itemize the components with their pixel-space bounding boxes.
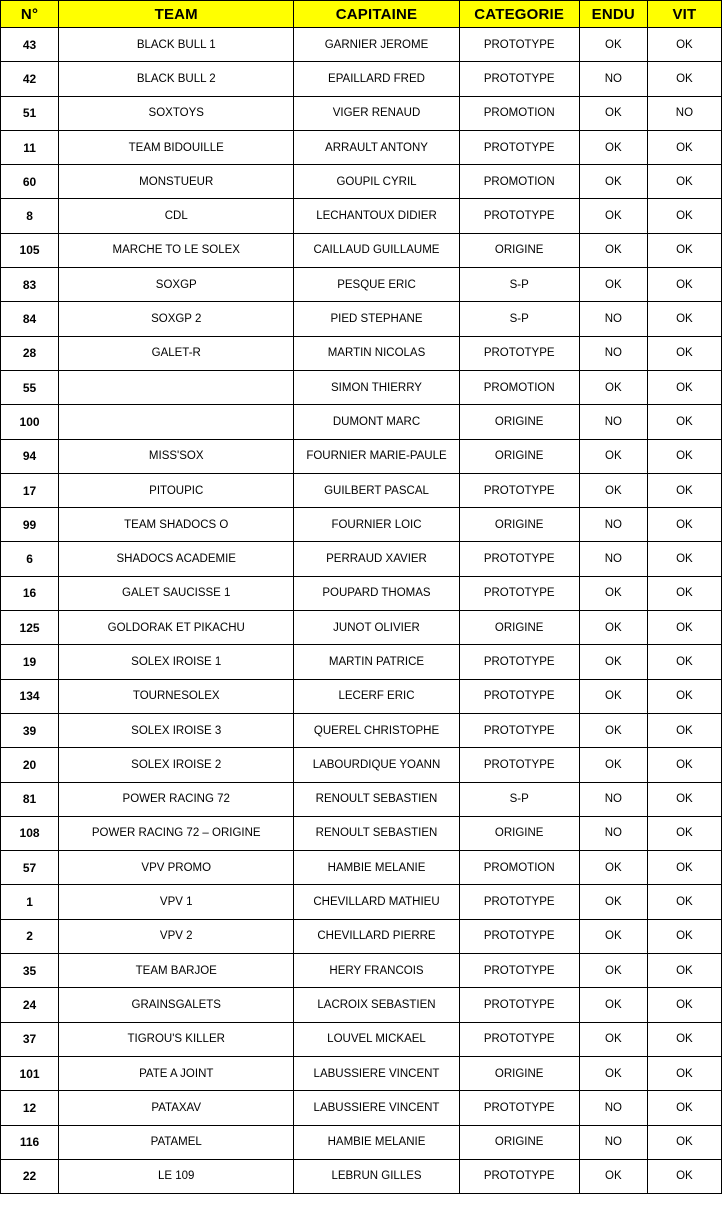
cell-capitaine: SIMON THIERRY bbox=[294, 370, 459, 404]
cell-number: 35 bbox=[1, 954, 59, 988]
cell-team: BLACK BULL 2 bbox=[59, 62, 294, 96]
cell-endu: OK bbox=[579, 96, 647, 130]
cell-number: 81 bbox=[1, 782, 59, 816]
column-header-capitaine: CAPITAINE bbox=[294, 1, 459, 28]
cell-capitaine: LOUVEL MICKAEL bbox=[294, 1022, 459, 1056]
cell-endu: OK bbox=[579, 576, 647, 610]
table-row bbox=[1, 1159, 722, 1193]
table-row bbox=[1, 508, 722, 542]
cell-endu: OK bbox=[579, 1159, 647, 1193]
table-row bbox=[1, 405, 722, 439]
cell-number: 12 bbox=[1, 1091, 59, 1125]
table-row bbox=[1, 1056, 722, 1090]
cell-number: 55 bbox=[1, 370, 59, 404]
cell-number: 39 bbox=[1, 713, 59, 747]
cell-categorie: PROTOTYPE bbox=[459, 713, 579, 747]
cell-number: 99 bbox=[1, 508, 59, 542]
cell-team: MONSTUEUR bbox=[59, 165, 294, 199]
cell-team: GALET-R bbox=[59, 336, 294, 370]
cell-team: CDL bbox=[59, 199, 294, 233]
cell-capitaine: GOUPIL CYRIL bbox=[294, 165, 459, 199]
cell-vit: OK bbox=[647, 1159, 721, 1193]
cell-categorie: PROMOTION bbox=[459, 165, 579, 199]
cell-team: VPV 2 bbox=[59, 919, 294, 953]
cell-endu: OK bbox=[579, 233, 647, 267]
cell-categorie: PROTOTYPE bbox=[459, 1159, 579, 1193]
cell-categorie: PROTOTYPE bbox=[459, 336, 579, 370]
cell-number: 51 bbox=[1, 96, 59, 130]
cell-categorie: PROTOTYPE bbox=[459, 748, 579, 782]
table-row bbox=[1, 1022, 722, 1056]
cell-categorie: PROTOTYPE bbox=[459, 473, 579, 507]
cell-number: 11 bbox=[1, 130, 59, 164]
cell-endu: NO bbox=[579, 302, 647, 336]
cell-endu: OK bbox=[579, 370, 647, 404]
cell-endu: OK bbox=[579, 1056, 647, 1090]
cell-categorie: ORIGINE bbox=[459, 405, 579, 439]
cell-number: 116 bbox=[1, 1125, 59, 1159]
cell-number: 20 bbox=[1, 748, 59, 782]
cell-capitaine: QUEREL CHRISTOPHE bbox=[294, 713, 459, 747]
table-row bbox=[1, 130, 722, 164]
cell-team: PATAMEL bbox=[59, 1125, 294, 1159]
cell-vit: OK bbox=[647, 62, 721, 96]
cell-team: TIGROU'S KILLER bbox=[59, 1022, 294, 1056]
cell-team: SOXGP bbox=[59, 268, 294, 302]
cell-team: SOLEX IROISE 3 bbox=[59, 713, 294, 747]
cell-categorie: PROMOTION bbox=[459, 96, 579, 130]
cell-vit: OK bbox=[647, 508, 721, 542]
cell-vit: OK bbox=[647, 713, 721, 747]
cell-categorie: PROTOTYPE bbox=[459, 542, 579, 576]
cell-number: 22 bbox=[1, 1159, 59, 1193]
cell-number: 60 bbox=[1, 165, 59, 199]
cell-number: 83 bbox=[1, 268, 59, 302]
column-header-endu: ENDU bbox=[579, 1, 647, 28]
cell-number: 24 bbox=[1, 988, 59, 1022]
table-row bbox=[1, 576, 722, 610]
cell-categorie: PROTOTYPE bbox=[459, 28, 579, 62]
table-row bbox=[1, 165, 722, 199]
cell-capitaine: RENOULT SEBASTIEN bbox=[294, 782, 459, 816]
cell-endu: OK bbox=[579, 988, 647, 1022]
cell-capitaine: PESQUE ERIC bbox=[294, 268, 459, 302]
cell-vit: OK bbox=[647, 1091, 721, 1125]
column-header-categorie: CATEGORIE bbox=[459, 1, 579, 28]
cell-endu: OK bbox=[579, 473, 647, 507]
cell-team: PITOUPIC bbox=[59, 473, 294, 507]
cell-team: MARCHE TO LE SOLEX bbox=[59, 233, 294, 267]
table-row bbox=[1, 473, 722, 507]
cell-endu: NO bbox=[579, 405, 647, 439]
table-row bbox=[1, 645, 722, 679]
cell-team: TEAM SHADOCS O bbox=[59, 508, 294, 542]
cell-endu: OK bbox=[579, 954, 647, 988]
cell-number: 17 bbox=[1, 473, 59, 507]
cell-endu: OK bbox=[579, 919, 647, 953]
cell-team: MISS'SOX bbox=[59, 439, 294, 473]
cell-vit: OK bbox=[647, 405, 721, 439]
cell-vit: OK bbox=[647, 679, 721, 713]
cell-endu: OK bbox=[579, 268, 647, 302]
cell-capitaine: ARRAULT ANTONY bbox=[294, 130, 459, 164]
cell-categorie: S-P bbox=[459, 782, 579, 816]
cell-categorie: PROTOTYPE bbox=[459, 988, 579, 1022]
cell-endu: NO bbox=[579, 508, 647, 542]
cell-vit: OK bbox=[647, 268, 721, 302]
table-row bbox=[1, 1125, 722, 1159]
cell-number: 42 bbox=[1, 62, 59, 96]
cell-categorie: ORIGINE bbox=[459, 1056, 579, 1090]
cell-capitaine: LECERF ERIC bbox=[294, 679, 459, 713]
cell-number: 134 bbox=[1, 679, 59, 713]
cell-team: LE 109 bbox=[59, 1159, 294, 1193]
cell-vit: OK bbox=[647, 130, 721, 164]
table-row bbox=[1, 233, 722, 267]
table-row bbox=[1, 542, 722, 576]
cell-team: SOXGP 2 bbox=[59, 302, 294, 336]
cell-vit: OK bbox=[647, 1056, 721, 1090]
cell-vit: OK bbox=[647, 165, 721, 199]
column-header-number: N° bbox=[1, 1, 59, 28]
cell-capitaine: RENOULT SEBASTIEN bbox=[294, 816, 459, 850]
cell-endu: OK bbox=[579, 713, 647, 747]
cell-endu: NO bbox=[579, 542, 647, 576]
cell-capitaine: PERRAUD XAVIER bbox=[294, 542, 459, 576]
cell-team: BLACK BULL 1 bbox=[59, 28, 294, 62]
cell-vit: OK bbox=[647, 233, 721, 267]
cell-capitaine: LABOURDIQUE YOANN bbox=[294, 748, 459, 782]
cell-categorie: S-P bbox=[459, 268, 579, 302]
cell-number: 108 bbox=[1, 816, 59, 850]
table-row bbox=[1, 988, 722, 1022]
cell-capitaine: GARNIER JEROME bbox=[294, 28, 459, 62]
cell-capitaine: HAMBIE MELANIE bbox=[294, 851, 459, 885]
cell-vit: OK bbox=[647, 542, 721, 576]
cell-number: 16 bbox=[1, 576, 59, 610]
table-header-row bbox=[1, 1, 722, 28]
cell-categorie: PROTOTYPE bbox=[459, 1022, 579, 1056]
table-row bbox=[1, 28, 722, 62]
cell-number: 94 bbox=[1, 439, 59, 473]
cell-endu: OK bbox=[579, 130, 647, 164]
cell-capitaine: CAILLAUD GUILLAUME bbox=[294, 233, 459, 267]
cell-categorie: PROTOTYPE bbox=[459, 679, 579, 713]
cell-team: GRAINSGALETS bbox=[59, 988, 294, 1022]
cell-categorie: PROTOTYPE bbox=[459, 130, 579, 164]
cell-vit: OK bbox=[647, 816, 721, 850]
table-row bbox=[1, 816, 722, 850]
cell-endu: OK bbox=[579, 199, 647, 233]
table-row bbox=[1, 611, 722, 645]
cell-endu: OK bbox=[579, 28, 647, 62]
cell-number: 105 bbox=[1, 233, 59, 267]
cell-categorie: PROTOTYPE bbox=[459, 885, 579, 919]
table-row bbox=[1, 268, 722, 302]
cell-capitaine: VIGER RENAUD bbox=[294, 96, 459, 130]
cell-team bbox=[59, 405, 294, 439]
table-row bbox=[1, 885, 722, 919]
cell-capitaine: GUILBERT PASCAL bbox=[294, 473, 459, 507]
table-row bbox=[1, 336, 722, 370]
cell-capitaine: LABUSSIERE VINCENT bbox=[294, 1056, 459, 1090]
cell-capitaine: JUNOT OLIVIER bbox=[294, 611, 459, 645]
cell-categorie: PROMOTION bbox=[459, 851, 579, 885]
cell-capitaine: MARTIN PATRICE bbox=[294, 645, 459, 679]
cell-categorie: PROTOTYPE bbox=[459, 62, 579, 96]
table-row bbox=[1, 199, 722, 233]
cell-number: 84 bbox=[1, 302, 59, 336]
cell-vit: OK bbox=[647, 370, 721, 404]
cell-categorie: PROTOTYPE bbox=[459, 919, 579, 953]
cell-categorie: S-P bbox=[459, 302, 579, 336]
cell-endu: NO bbox=[579, 782, 647, 816]
cell-endu: OK bbox=[579, 165, 647, 199]
table-row bbox=[1, 782, 722, 816]
cell-team: PATE A JOINT bbox=[59, 1056, 294, 1090]
cell-team bbox=[59, 370, 294, 404]
cell-capitaine: CHEVILLARD MATHIEU bbox=[294, 885, 459, 919]
cell-team: TEAM BIDOUILLE bbox=[59, 130, 294, 164]
cell-team: PATAXAV bbox=[59, 1091, 294, 1125]
cell-capitaine: CHEVILLARD PIERRE bbox=[294, 919, 459, 953]
cell-categorie: PROTOTYPE bbox=[459, 1091, 579, 1125]
column-header-team: TEAM bbox=[59, 1, 294, 28]
table-row bbox=[1, 439, 722, 473]
cell-vit: OK bbox=[647, 28, 721, 62]
cell-number: 8 bbox=[1, 199, 59, 233]
cell-team: VPV PROMO bbox=[59, 851, 294, 885]
cell-vit: OK bbox=[647, 988, 721, 1022]
cell-capitaine: LABUSSIERE VINCENT bbox=[294, 1091, 459, 1125]
cell-vit: OK bbox=[647, 645, 721, 679]
cell-team: VPV 1 bbox=[59, 885, 294, 919]
cell-vit: OK bbox=[647, 782, 721, 816]
table-row bbox=[1, 919, 722, 953]
cell-endu: NO bbox=[579, 816, 647, 850]
cell-number: 1 bbox=[1, 885, 59, 919]
cell-endu: NO bbox=[579, 1091, 647, 1125]
cell-categorie: ORIGINE bbox=[459, 611, 579, 645]
cell-capitaine: DUMONT MARC bbox=[294, 405, 459, 439]
cell-vit: OK bbox=[647, 1125, 721, 1159]
cell-capitaine: PIED STEPHANE bbox=[294, 302, 459, 336]
cell-capitaine: FOURNIER MARIE-PAULE bbox=[294, 439, 459, 473]
table-row bbox=[1, 679, 722, 713]
cell-vit: NO bbox=[647, 96, 721, 130]
cell-vit: OK bbox=[647, 748, 721, 782]
cell-number: 6 bbox=[1, 542, 59, 576]
cell-vit: OK bbox=[647, 954, 721, 988]
table-row bbox=[1, 954, 722, 988]
cell-endu: OK bbox=[579, 885, 647, 919]
cell-team: POWER RACING 72 – ORIGINE bbox=[59, 816, 294, 850]
cell-vit: OK bbox=[647, 919, 721, 953]
cell-team: TEAM BARJOE bbox=[59, 954, 294, 988]
cell-endu: OK bbox=[579, 439, 647, 473]
table-row bbox=[1, 851, 722, 885]
cell-team: GALET SAUCISSE 1 bbox=[59, 576, 294, 610]
cell-number: 100 bbox=[1, 405, 59, 439]
cell-capitaine: LECHANTOUX DIDIER bbox=[294, 199, 459, 233]
cell-vit: OK bbox=[647, 576, 721, 610]
cell-vit: OK bbox=[647, 439, 721, 473]
cell-endu: NO bbox=[579, 1125, 647, 1159]
table-row bbox=[1, 1091, 722, 1125]
cell-team: SOXTOYS bbox=[59, 96, 294, 130]
cell-endu: NO bbox=[579, 62, 647, 96]
cell-categorie: PROTOTYPE bbox=[459, 576, 579, 610]
cell-vit: OK bbox=[647, 851, 721, 885]
cell-categorie: PROTOTYPE bbox=[459, 954, 579, 988]
cell-capitaine: MARTIN NICOLAS bbox=[294, 336, 459, 370]
cell-categorie: PROTOTYPE bbox=[459, 199, 579, 233]
table-row bbox=[1, 62, 722, 96]
cell-endu: OK bbox=[579, 851, 647, 885]
cell-number: 43 bbox=[1, 28, 59, 62]
cell-number: 19 bbox=[1, 645, 59, 679]
cell-team: POWER RACING 72 bbox=[59, 782, 294, 816]
cell-team: SOLEX IROISE 2 bbox=[59, 748, 294, 782]
table-row bbox=[1, 370, 722, 404]
cell-capitaine: HAMBIE MELANIE bbox=[294, 1125, 459, 1159]
table-row bbox=[1, 713, 722, 747]
cell-vit: OK bbox=[647, 302, 721, 336]
cell-capitaine: POUPARD THOMAS bbox=[294, 576, 459, 610]
cell-categorie: ORIGINE bbox=[459, 439, 579, 473]
cell-vit: OK bbox=[647, 1022, 721, 1056]
cell-endu: OK bbox=[579, 1022, 647, 1056]
cell-capitaine: EPAILLARD FRED bbox=[294, 62, 459, 96]
cell-number: 125 bbox=[1, 611, 59, 645]
column-header-vit: VIT bbox=[647, 1, 721, 28]
table-row bbox=[1, 96, 722, 130]
cell-capitaine: LACROIX SEBASTIEN bbox=[294, 988, 459, 1022]
cell-endu: OK bbox=[579, 611, 647, 645]
cell-vit: OK bbox=[647, 611, 721, 645]
cell-endu: OK bbox=[579, 645, 647, 679]
cell-team: TOURNESOLEX bbox=[59, 679, 294, 713]
cell-team: SHADOCS ACADEMIE bbox=[59, 542, 294, 576]
table-row bbox=[1, 302, 722, 336]
cell-categorie: ORIGINE bbox=[459, 816, 579, 850]
cell-vit: OK bbox=[647, 199, 721, 233]
cell-categorie: ORIGINE bbox=[459, 1125, 579, 1159]
cell-capitaine: LEBRUN GILLES bbox=[294, 1159, 459, 1193]
cell-categorie: ORIGINE bbox=[459, 508, 579, 542]
cell-vit: OK bbox=[647, 336, 721, 370]
cell-capitaine: HERY FRANCOIS bbox=[294, 954, 459, 988]
cell-categorie: PROMOTION bbox=[459, 370, 579, 404]
cell-number: 57 bbox=[1, 851, 59, 885]
cell-number: 28 bbox=[1, 336, 59, 370]
cell-team: GOLDORAK ET PIKACHU bbox=[59, 611, 294, 645]
table-row bbox=[1, 748, 722, 782]
cell-categorie: ORIGINE bbox=[459, 233, 579, 267]
cell-endu: OK bbox=[579, 679, 647, 713]
cell-categorie: PROTOTYPE bbox=[459, 645, 579, 679]
cell-number: 2 bbox=[1, 919, 59, 953]
cell-number: 37 bbox=[1, 1022, 59, 1056]
cell-endu: NO bbox=[579, 336, 647, 370]
table-body bbox=[1, 28, 722, 1194]
table-header bbox=[1, 1, 722, 28]
cell-endu: OK bbox=[579, 748, 647, 782]
cell-vit: OK bbox=[647, 473, 721, 507]
cell-vit: OK bbox=[647, 885, 721, 919]
cell-number: 101 bbox=[1, 1056, 59, 1090]
cell-team: SOLEX IROISE 1 bbox=[59, 645, 294, 679]
cell-capitaine: FOURNIER LOIC bbox=[294, 508, 459, 542]
